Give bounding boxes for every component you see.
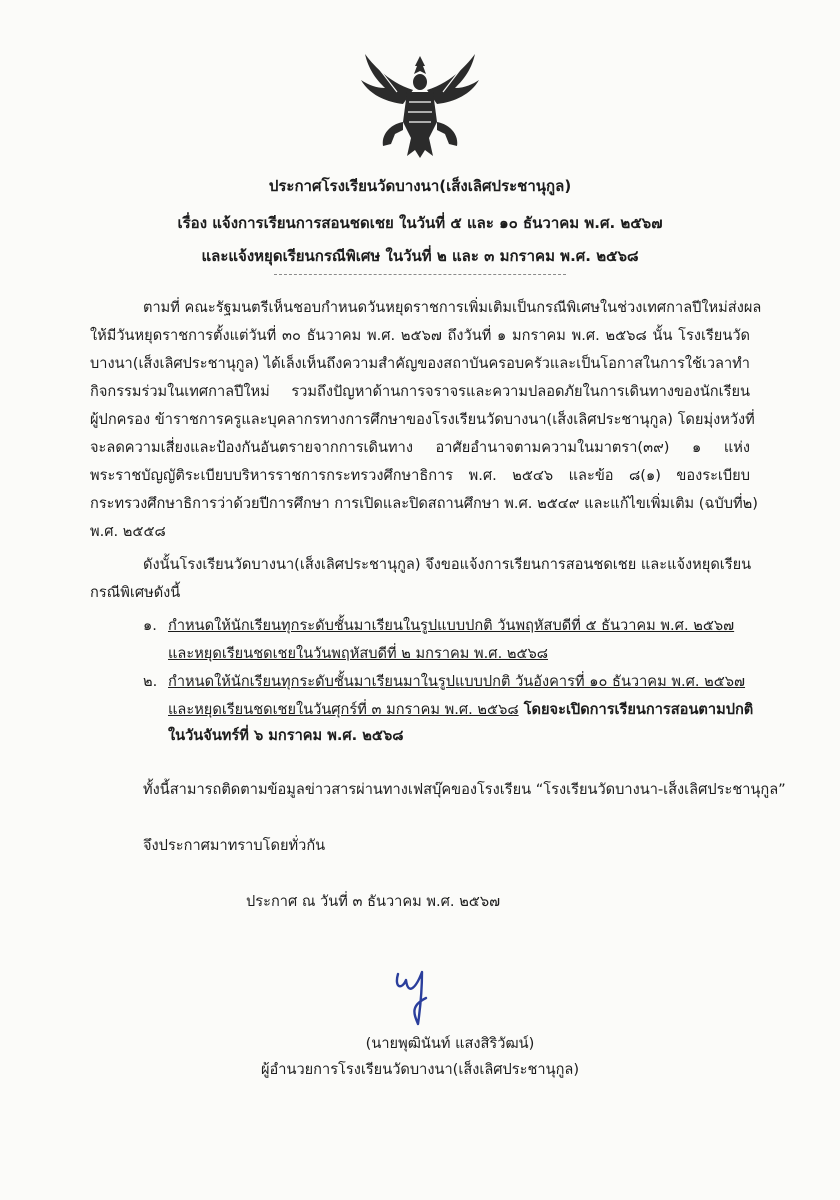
- para2-line: กรณีพิเศษดังนี้: [90, 584, 181, 601]
- garuda-emblem-icon: [357, 52, 483, 162]
- announcement-date: ประกาศ ณ วันที่ ๓ ธันวาคม พ.ศ. ๒๕๖๗: [246, 893, 501, 910]
- para1-line: กิจกรรมร่วมในเทศกาลปีใหม่ รวมถึงปัญหาด้านการจราจรและความปลอดภัยในการเดินทางของนักเรียน: [90, 383, 750, 400]
- para1-line: พระราชบัญญัติระเบียบบริหารราชการกระทรวงศึกษาธิการ พ.ศ. ๒๕๔๖ และข้อ ๘(๑) ของระเบียบ: [90, 467, 750, 484]
- item-2-line-1: กำหนดให้นักเรียนทุกระดับชั้นมาเรียนมาในรูปแบบปกติ วันอังคารที่ ๑๐ ธันวาคม พ.ศ. ๒๕๖๗: [168, 673, 746, 690]
- subject-line-2: และแจ้งหยุดเรียนกรณีพิเศษ ในวันที่ ๒ และ ๓ มกราคม พ.ศ. ๒๕๖๘: [201, 247, 639, 265]
- para1-line: จะลดความเสี่ยงและป้องกันอันตรายจากการเดินทาง อาศัยอำนาจตามความในมาตรา(๓๙) ๑ แห่ง: [90, 439, 750, 456]
- item-2-line-3: ในวันจันทร์ที่ ๖ มกราคม พ.ศ. ๒๕๖๘: [168, 727, 404, 744]
- para2-line: ดังนั้นโรงเรียนวัดบางนา(เส็งเลิศประชานุกูล) จึงขอแจ้งการเรียนการสอนชดเชย และแจ้งหยุดเรียน: [143, 556, 752, 573]
- item-2-resume-note: โดยจะเปิดการเรียนการสอนตามปกติ: [518, 701, 754, 718]
- para1-line: กระทรวงศึกษาธิการว่าด้วยปีการศึกษา การเปิดและปิดสถานศึกษา พ.ศ. ๒๕๔๙ และแก้ไขเพิ่มเติม (ฉบับที่๒): [90, 495, 758, 512]
- subject-line-1: เรื่อง แจ้งการเรียนการสอนชดเชย ในวันที่ ๕ และ ๑๐ ธันวาคม พ.ศ. ๒๕๖๗: [177, 214, 663, 232]
- item-2-makeup-date: และหยุดเรียนชดเชยในวันศุกร์ที่ ๓ มกราคม พ.ศ. ๒๕๖๘: [168, 701, 519, 718]
- item-1-line-2: และหยุดเรียนชดเชยในวันพฤหัสบดีที่ ๒ มกราคม พ.ศ. ๒๕๖๘: [168, 645, 549, 662]
- para1-line: ผู้ปกครอง ข้าราชการครูและบุคลากรทางการศึกษาของโรงเรียนวัดบางนา(เส็งเลิศประชานุกูล) โดยมุ่งหวังที่: [90, 411, 755, 428]
- item-1-number: ๑.: [143, 617, 157, 634]
- facebook-note: ทั้งนี้สามารถติดตามข้อมูลข่าวสารผ่านทางเฟสบุ๊คของโรงเรียน “โรงเรียนวัดบางนา-เส็งเลิศประชานุกูล”: [143, 781, 786, 798]
- announcement-title: ประกาศโรงเรียนวัดบางนา(เส็งเลิศประชานุกูล): [268, 177, 572, 195]
- para1-line: ให้มีวันหยุดราชการตั้งแต่วันที่ ๓๐ ธันวาคม พ.ศ. ๒๕๖๗ ถึงวันที่ ๑ มกราคม พ.ศ. ๒๕๖๘ นั้น โรงเรียนวัด: [90, 327, 750, 344]
- signer-position: ผู้อำนวยการโรงเรียนวัดบางนา(เส็งเลิศประชานุกูล): [260, 1061, 580, 1078]
- signer-name: (นายพุฒินันท์ แสงสิริวัฒน์): [365, 1035, 535, 1052]
- title-divider: [274, 274, 566, 275]
- signature-icon: [392, 966, 440, 1030]
- item-1-line-1: กำหนดให้นักเรียนทุกระดับชั้นมาเรียนในรูปแบบปกติ วันพฤหัสบดีที่ ๕ ธันวาคม พ.ศ. ๒๕๖๗: [168, 617, 735, 634]
- announce-line: จึงประกาศมาทราบโดยทั่วกัน: [143, 837, 326, 854]
- para1-line: ตามที่ คณะรัฐมนตรีเห็นชอบกำหนดวันหยุดราชการเพิ่มเติมเป็นกรณีพิเศษในช่วงเทศกาลปีใหม่ส่งผล: [143, 299, 762, 316]
- item-2-line-2: [168, 698, 753, 721]
- para1-line: บางนา(เส็งเลิศประชานุกูล) ได้เล็งเห็นถึงความสำคัญของสถาบันครอบครัวและเป็นโอกาสในการใช้เวลาทำ: [90, 355, 750, 372]
- para1-line: พ.ศ. ๒๕๕๘: [90, 523, 166, 540]
- item-2-number: ๒.: [143, 673, 158, 690]
